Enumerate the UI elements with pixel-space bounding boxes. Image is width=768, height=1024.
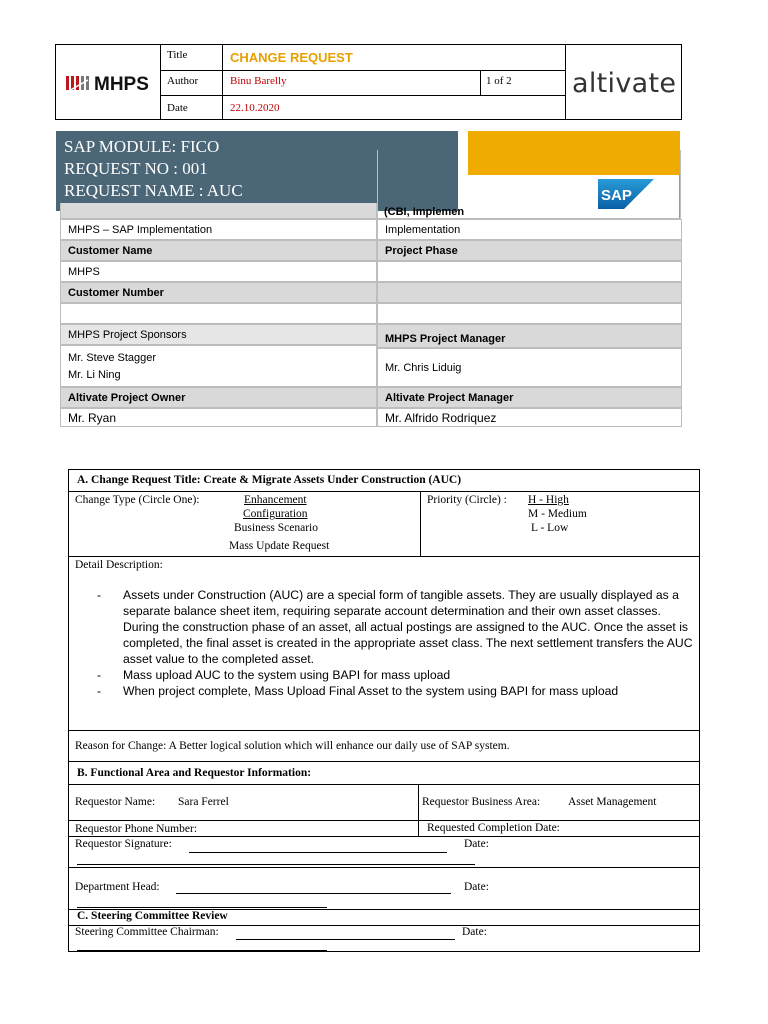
project-name-label-cell [60, 203, 377, 219]
change-type-mass-update[interactable]: Mass Update Request [229, 540, 330, 552]
signature-date-label: Date: [464, 838, 489, 850]
mhps-logo-text: MHPS [94, 74, 149, 95]
date-label: Date [167, 102, 188, 114]
request-name-line: REQUEST NAME : AUC [64, 181, 243, 200]
blank-cell [377, 303, 682, 324]
divider [160, 70, 565, 71]
project-name-value: MHPS – SAP Implementation [60, 219, 377, 240]
blank-cell [377, 282, 682, 303]
signature-line-2[interactable] [77, 864, 327, 865]
bullet-dash: - [97, 684, 102, 698]
detail-description-list [97, 587, 697, 699]
sap-module-line: SAP MODULE: FICO [64, 137, 220, 156]
department-head-line[interactable] [176, 893, 451, 894]
divider [565, 45, 566, 119]
date-value: 22.10.2020 [230, 102, 280, 114]
sponsors-value [60, 345, 377, 387]
project-type-label-partial: (CBI, Implemen [384, 206, 465, 218]
customer-number-value [60, 303, 377, 324]
altivate-owner-value: Mr. Ryan [60, 408, 377, 427]
altivate-manager-value: Mr. Alfrido Rodriquez [377, 408, 682, 427]
section-b-title: B. Functional Area and Requestor Information: [77, 767, 312, 779]
requestor-name-label: Requestor Name: [75, 796, 156, 808]
customer-name-value: MHPS [60, 261, 377, 282]
sponsor-2: Mr. Li Ning [68, 369, 121, 381]
requestor-signature-label: Requestor Signature: [75, 838, 172, 850]
department-head-label: Department Head: [75, 881, 160, 893]
change-type-enhancement[interactable]: Enhancement [244, 494, 307, 506]
request-number-line: REQUEST NO : 001 [64, 159, 208, 178]
document-title: CHANGE REQUEST [230, 50, 353, 65]
priority-high[interactable]: H - High [528, 494, 569, 506]
title-label: Title [167, 49, 188, 61]
priority-label: Priority (Circle) : [427, 494, 507, 506]
bullet-dash: - [97, 668, 102, 682]
bullet-text: Assets under Construction (AUC) are a special form of tangible assets. They are usually displayed as a separate balance sheet item, requiring separate account determination and their own asset classes. During the construction phase of an asset, all actual postings are assigned to the AUC. Once the asset is completed, the final asset is created in the appropriate asset class. The next settlement transfers the AUC asset value to the completed asset. [123, 588, 693, 666]
change-type-business-scenario[interactable]: Business Scenario [234, 522, 319, 534]
project-manager-value: Mr. Chris Liduig [377, 348, 682, 387]
list-item [97, 587, 697, 667]
bullet-dash: - [97, 588, 102, 602]
sponsor-1: Mr. Steve Stagger [68, 352, 157, 364]
list-item [97, 683, 697, 699]
project-phase-label: Project Phase [377, 240, 682, 261]
requestor-name-value: Sara Ferrel [178, 796, 229, 808]
signature-line[interactable] [189, 852, 447, 853]
project-type-value: Implementation [377, 219, 682, 240]
altivate-manager-label: Altivate Project Manager [377, 387, 682, 408]
chairman-line-2[interactable] [77, 950, 327, 951]
chairman-signature-line[interactable] [236, 939, 455, 940]
divider [480, 70, 481, 95]
altivate-logo: altivate [572, 68, 677, 99]
chairman-date-label: Date: [462, 926, 487, 938]
change-type-configuration[interactable]: Configuration [243, 508, 308, 520]
customer-number-label: Customer Number [60, 282, 377, 303]
change-type-label: Change Type (Circle One): [75, 494, 200, 506]
author-label: Author [167, 75, 199, 87]
divider [160, 45, 161, 119]
bullet-text: Mass upload AUC to the system using BAPI for mass upload [123, 668, 451, 682]
sap-logo-text: SAP [601, 187, 632, 204]
list-item [97, 667, 697, 683]
department-head-date-label: Date: [464, 881, 489, 893]
business-area-value: Asset Management [568, 796, 657, 808]
completion-date-label: Requested Completion Date: [427, 822, 560, 834]
divider [160, 95, 565, 96]
divider [222, 45, 223, 119]
sponsors-label: MHPS Project Sponsors [60, 324, 377, 345]
detail-description-label: Detail Description: [75, 559, 163, 571]
bullet-text: When project complete, Mass Upload Final Asset to the system using BAPI for mass upload [123, 684, 619, 698]
priority-medium[interactable]: M - Medium [528, 508, 587, 520]
signature-date-line[interactable] [327, 864, 475, 865]
priority-low[interactable]: L - Low [531, 522, 569, 534]
author-value: Binu Barelly [230, 75, 287, 87]
section-c-title: C. Steering Committee Review [77, 910, 228, 922]
chairman-label: Steering Committee Chairman: [75, 926, 219, 938]
business-area-label: Requestor Business Area: [422, 796, 541, 808]
customer-name-label: Customer Name [60, 240, 377, 261]
reason-for-change: Reason for Change: A Better logical solution which will enhance our daily use of SAP system. [75, 740, 510, 752]
section-a-title: A. Change Request Title: Create & Migrate Assets Under Construction (AUC) [77, 474, 462, 486]
project-manager-label: MHPS Project Manager [377, 324, 682, 348]
project-phase-value [377, 261, 682, 282]
phone-number-label: Requestor Phone Number: [75, 823, 198, 835]
change-request-form [68, 469, 700, 952]
department-head-line-2[interactable] [77, 907, 327, 908]
altivate-owner-label: Altivate Project Owner [60, 387, 377, 408]
page-number: 1 of 2 [486, 75, 512, 87]
